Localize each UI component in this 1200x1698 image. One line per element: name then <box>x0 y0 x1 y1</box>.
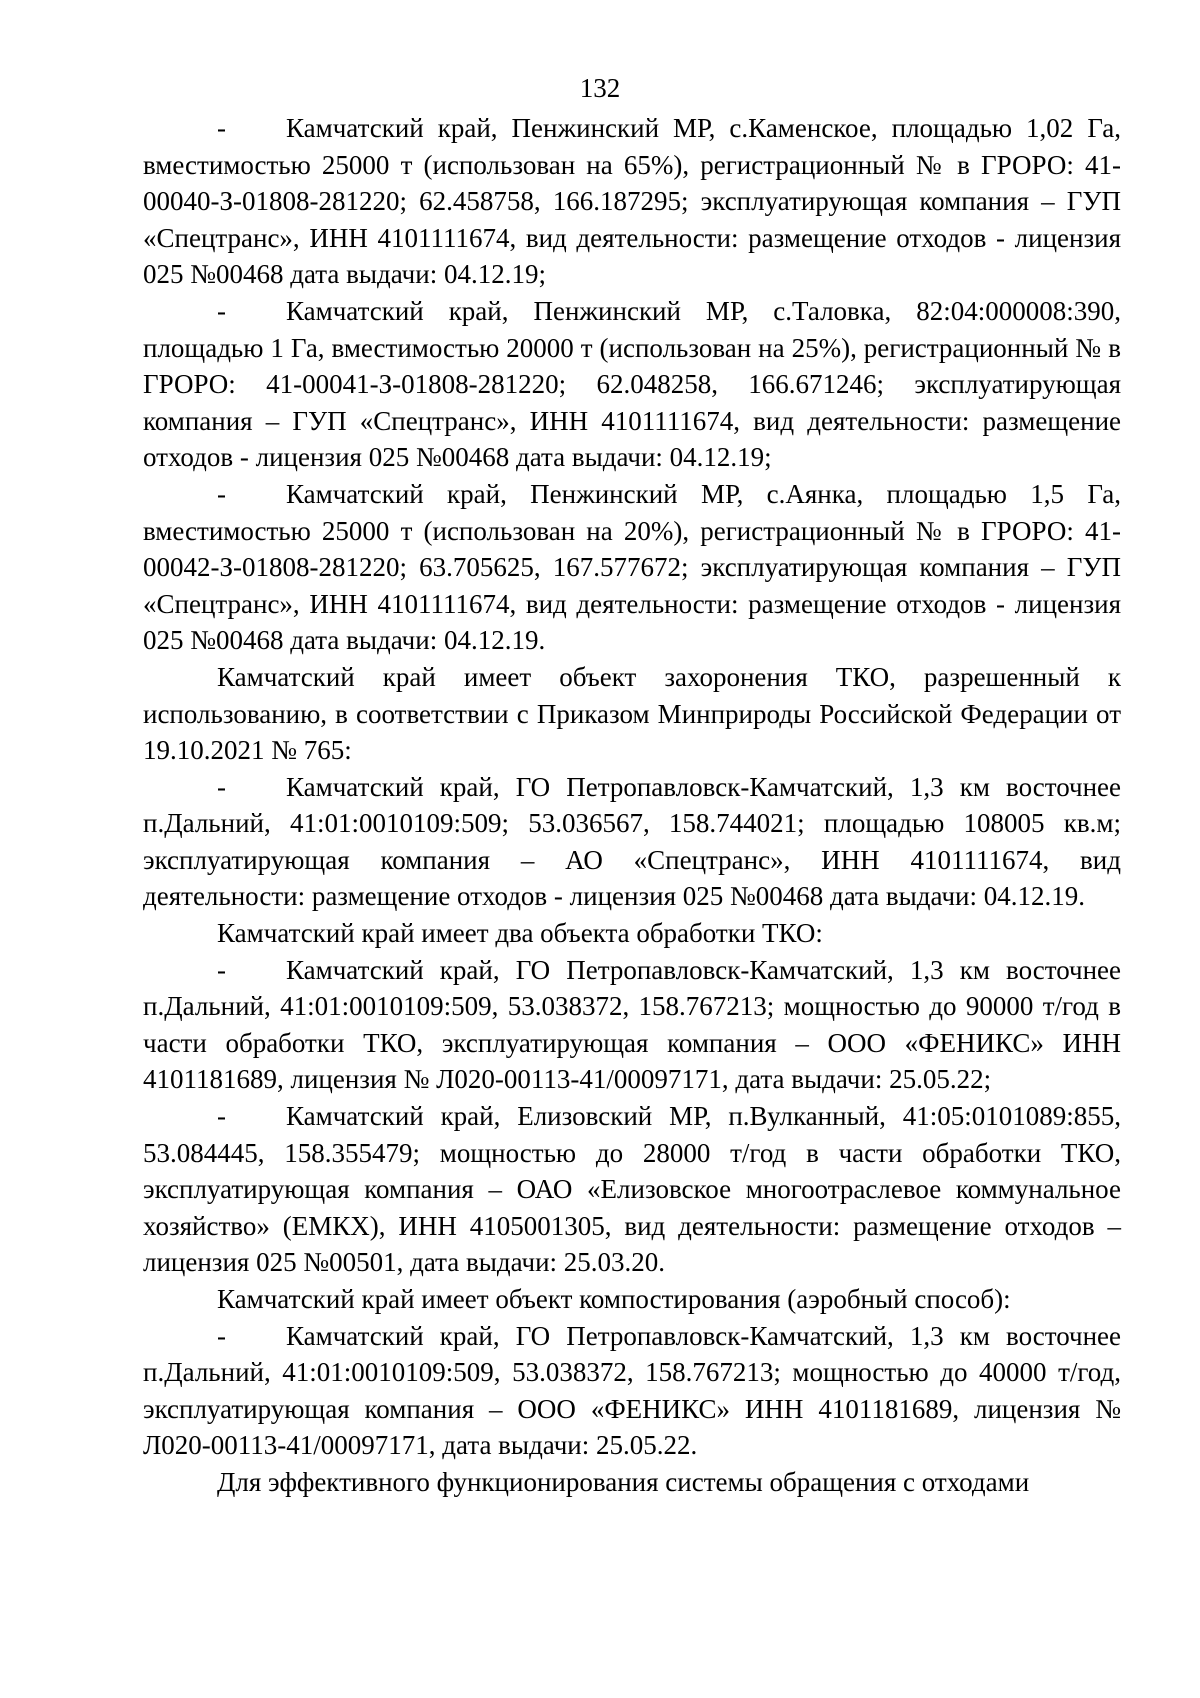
paragraph-composting-object: Камчатский край имеет объект компостирования (аэробный способ): <box>217 1284 1011 1314</box>
document-body <box>143 110 1121 1501</box>
list-item-burial-dalniy <box>143 769 1121 915</box>
list-dash: - <box>217 1320 226 1351</box>
page-number: 132 <box>579 73 621 103</box>
list-item-talovka <box>143 293 1121 476</box>
list-dash: - <box>217 113 226 143</box>
list-dash: - <box>217 954 226 985</box>
list-item-processing-dalniy <box>143 952 1121 1098</box>
list-dash: - <box>217 771 226 802</box>
paragraph-burial-object: Камчатский край имеет объект захоронения ТКО, разрешенный к использованию, в соответствии с Приказом Минприроды Российской Федерации от 19.10.2021 № 765: <box>143 661 1121 766</box>
paragraph-processing-objects: Камчатский край имеет два объекта обработки ТКО: <box>217 918 823 949</box>
list-item-processing-vulkanny <box>143 1098 1121 1281</box>
list-item-text: Камчатский край, Елизовский МР, п.Вулканный, 41:05:0101089:855, 53.084445, 158.355479; мощностью до 28000 т/год в части обработки ТКО, эксплуатирующая компания – ОАО «Елизовское многоотраслевое коммунальное хозяйство» (ЕМКХ), ИНН 4105001305, вид деятельности: размещение отходов – лицензия 025 №00501, дата выдачи: 25.03.20. <box>143 1101 1121 1278</box>
list-item-text: Камчатский край, Пенжинский МР, с.Каменское, площадью 1,02 Га, вместимостью 25000 т (использован на 65%), регистрационный № в ГРОРО: 41-00040-З-01808-281220; 62.458758, 166.187295; эксплуатирующая компания – ГУП «Спецтранс», ИНН 4101111674, вид деятельности: размещение отходов - лицензия 025 №00468 дата выдачи: 04.12.19; <box>143 113 1121 290</box>
list-item-text: Камчатский край, ГО Петропавловск-Камчатский, 1,3 км восточнее п.Дальний, 41:01:0010109:509, 53.038372, 158.767213; мощностью до 40000 т/год, эксплуатирующая компания – ООО «ФЕНИКС» ИНН 4101181689, лицензия № Л020-00113-41/00097171, дата выдачи: 25.05.22. <box>143 1320 1121 1461</box>
list-dash: - <box>217 1101 226 1132</box>
list-item-text: Камчатский край, Пенжинский МР, с.Таловка, 82:04:000008:390, площадью 1 Га, вместимостью 20000 т (использован на 25%), регистрационный № в ГРОРО: 41-00041-З-01808-281220; 62.048258, 166.671246; эксплуатирующая компания – ГУП «Спецтранс», ИНН 4101111674, вид деятельности: размещение отходов - лицензия 025 №00468 дата выдачи: 04.12.19; <box>143 295 1121 473</box>
list-item-composting-dalniy <box>143 1318 1121 1464</box>
list-item-text: Камчатский край, ГО Петропавловск-Камчатский, 1,3 км восточнее п.Дальний, 41:01:0010109:509; 53.036567, 158.744021; площадью 108005 кв.м; эксплуатирующая компания – АО «Спецтранс», ИНН 4101111674, вид деятельности: размещение отходов - лицензия 025 №00468 дата выдачи: 04.12.19. <box>143 771 1121 912</box>
paragraph-system-efficiency: Для эффективного функционирования системы обращения с отходами <box>217 1466 1030 1497</box>
list-item-kamenskoe <box>143 110 1121 293</box>
list-item-text: Камчатский край, ГО Петропавловск-Камчатский, 1,3 км восточнее п.Дальний, 41:01:0010109:509, 53.038372, 158.767213; мощностью до 90000 т/год в части обработки ТКО, эксплуатирующая компания – ООО «ФЕНИКС» ИНН 4101181689, лицензия № Л020-00113-41/00097171, дата выдачи: 25.05.22; <box>143 954 1121 1095</box>
list-item-text: Камчатский край, Пенжинский МР, с.Аянка, площадью 1,5 Га, вместимостью 25000 т (использован на 20%), регистрационный № в ГРОРО: 41-00042-З-01808-281220; 63.705625, 167.577672; эксплуатирующая компания – ГУП «Спецтранс», ИНН 4101111674, вид деятельности: размещение отходов - лицензия 025 №00468 дата выдачи: 04.12.19. <box>143 478 1121 656</box>
list-dash: - <box>217 478 226 509</box>
list-dash: - <box>217 295 226 326</box>
list-item-ayanka <box>143 476 1121 659</box>
